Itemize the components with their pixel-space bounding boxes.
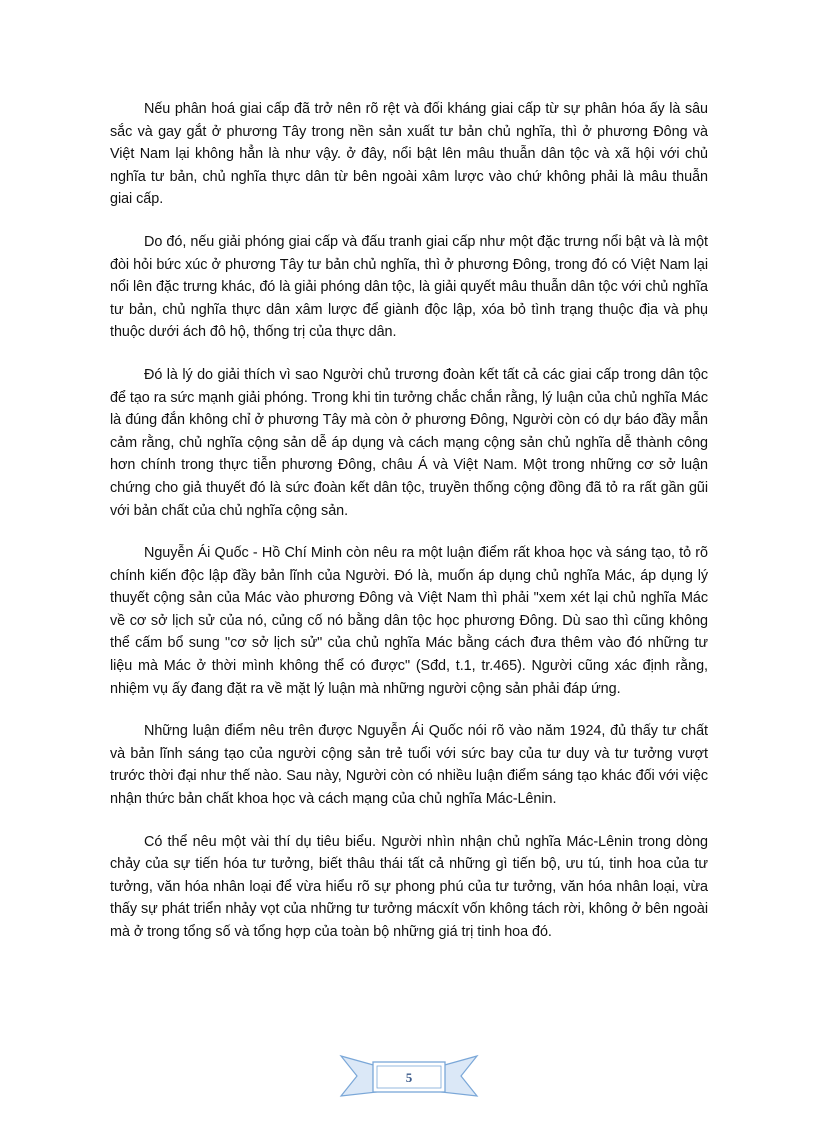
page-footer (339, 1052, 479, 1100)
paragraph-4: Nguyễn Ái Quốc - Hồ Chí Minh còn nêu ra một luận điểm rất khoa học và sáng tạo, tỏ rõ chính kiến độc lập đầy bản lĩnh của Người. Đó là, muốn áp dụng chủ nghĩa Mác, áp dụng lý thuyết cộng sản của Mác vào phương Đông và Việt Nam thì phải "xem xét lại chủ nghĩa Mác về cơ sở lịch sử của nó, củng cố nó bằng dân tộc học phương Đông. Dù sao thì cũng không thể cấm bổ sung "cơ sở lịch sử" của chủ nghĩa Mác bằng cách đưa thêm vào đó những tư liệu mà Mác ở thời mình không thể có được" (Sđd, t.1, tr.465). Người cũng xác định rằng, nhiệm vụ ấy đang đặt ra về mặt lý luận mà những người cộng sản phải đáp ứng. (110, 545, 708, 697)
paragraph-1: Nếu phân hoá giai cấp đã trở nên rõ rệt và đối kháng giai cấp từ sự phân hóa ấy là sâu sắc và gay gắt ở phương Tây trong nền sản xuất tư bản chủ nghĩa, thì ở phương Đông và Việt Nam lại không hẳn là như vậy. ở đây, nổi bật lên mâu thuẫn dân tộc và xã hội với chủ nghĩa tư bản, chủ nghĩa thực dân từ bên ngoài xâm lược vào chứ không phải là mâu thuẫn giai cấp. (110, 101, 708, 208)
paragraph-5: Những luận điểm nêu trên được Nguyễn Ái Quốc nói rõ vào năm 1924, đủ thấy tư chất và bản lĩnh sáng tạo của người cộng sản trẻ tuổi với sức bay của tư duy và tư tưởng vượt trước thời đại như thế nào. Sau này, Người còn có nhiều luận điểm sáng tạo khác đối với việc nhận thức bản chất khoa học và cách mạng của chủ nghĩa Mác-Lênin. (110, 723, 708, 808)
paragraph-2: Do đó, nếu giải phóng giai cấp và đấu tranh giai cấp như một đặc trưng nổi bật và là một đòi hỏi bức xúc ở phương Tây tư bản chủ nghĩa, thì ở phương Đông, trong đó có Việt Nam lại nổi lên đặc trưng khác, đó là giải phóng dân tộc, là giải quyết mâu thuẫn dân tộc với chủ nghĩa tư bản, chủ nghĩa thực dân xâm lược để giành độc lập, xóa bỏ tình trạng thuộc địa và phụ thuộc dưới ách đô hộ, thống trị của thực dân. (110, 233, 708, 341)
page-number: 5 (405, 1070, 413, 1085)
paragraph-6: Có thể nêu một vài thí dụ tiêu biểu. Người nhìn nhận chủ nghĩa Mác-Lênin trong dòng chảy của sự tiến hóa tư tưởng, biết thâu thái tất cả những gì tiến bộ, ưu tú, tinh hoa của tư tưởng, văn hóa nhân loại để vừa hiểu rõ sự phong phú của tư tưởng, văn hóa nhân loại, vừa thấy sự phát triển nhảy vọt của những tư tưởng mácxít vốn không tách rời, không ở bên ngoài mà ở trong tổng số và tổng hợp của toàn bộ những giá trị tinh hoa đó. (110, 833, 708, 940)
document-body (110, 98, 708, 964)
paragraph-3: Đó là lý do giải thích vì sao Người chủ trương đoàn kết tất cả các giai cấp trong dân tộc để tạo ra sức mạnh giải phóng. Trong khi tin tưởng chắc chắn rằng, lý luận của chủ nghĩa Mác là đúng đắn không chỉ ở phương Tây mà còn ở phương Đông, Người còn có dự báo đầy mẫn cảm rằng, chủ nghĩa cộng sản dễ áp dụng và cách mạng cộng sản chủ nghĩa dễ thành công hơn chính trong thực tiễn phương Đông, châu Á và Việt Nam. Một trong những cơ sở luận chứng cho giả thuyết đó là sức đoàn kết dân tộc, truyền thống cộng đồng đã tỏ ra rất gần gũi với bản chất của chủ nghĩa cộng sản. (110, 366, 708, 519)
